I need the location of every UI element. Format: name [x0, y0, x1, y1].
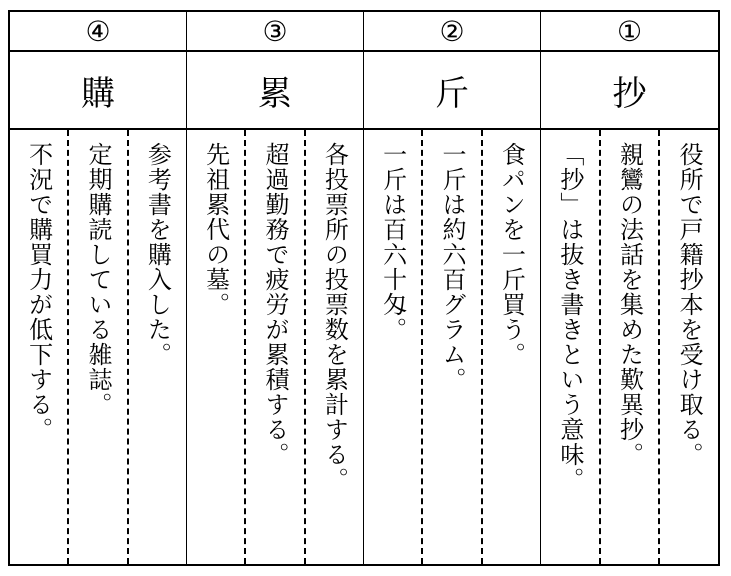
sentence-lane: [364, 130, 421, 564]
column-number: ③: [187, 12, 363, 52]
column-number: ②: [364, 12, 540, 52]
example-sentence: 各投票所の投票数を累計する。: [320, 142, 349, 492]
sentence-lane: [244, 130, 303, 564]
sentence-lane: [304, 130, 363, 564]
kanji-table: [10, 12, 718, 564]
example-sentences: [187, 130, 363, 564]
example-sentences: [10, 130, 186, 564]
column-number: ④: [10, 12, 186, 52]
example-sentence: 一斤は百六十匁。: [378, 142, 407, 342]
column-kanji: 購: [10, 52, 186, 130]
sentence-lane: [541, 130, 599, 564]
example-sentence: 不況で購買力が低下する。: [24, 142, 53, 442]
kanji-column-4: [10, 12, 187, 564]
column-kanji: 累: [187, 52, 363, 130]
column-kanji: 抄: [541, 52, 718, 130]
sentence-lane: [67, 130, 126, 564]
example-sentence: 食パンを一斤買う。: [497, 142, 526, 367]
example-sentence: 先祖累代の墓。: [201, 142, 230, 317]
example-sentence: 親鸞の法話を集めた歎異抄。: [615, 142, 644, 467]
sentence-lane: [481, 130, 540, 564]
example-sentence: 役所で戸籍抄本を受け取る。: [675, 142, 704, 467]
column-kanji: 斤: [364, 52, 540, 130]
example-sentence: 超過勤務で疲労が累積する。: [261, 142, 289, 467]
example-sentences: [364, 130, 540, 564]
example-sentence: 「抄」は抜き書きという意味。: [555, 142, 584, 492]
example-sentences: [541, 130, 718, 564]
sentence-lane: [421, 130, 480, 564]
example-sentence: 定期購読している雑誌。: [84, 142, 112, 417]
kanji-column-1: [541, 12, 718, 564]
sentence-lane: [599, 130, 659, 564]
column-number: ①: [541, 12, 718, 52]
sentence-lane: [127, 130, 186, 564]
example-sentence: 一斤は約六百グラム。: [438, 142, 466, 392]
kanji-practice-sheet: [8, 10, 720, 566]
kanji-column-2: [364, 12, 541, 564]
kanji-column-3: [187, 12, 364, 564]
sentence-lane: [658, 130, 718, 564]
sentence-lane: [187, 130, 244, 564]
example-sentence: 参考書を購入した。: [143, 142, 172, 367]
sentence-lane: [10, 130, 67, 564]
